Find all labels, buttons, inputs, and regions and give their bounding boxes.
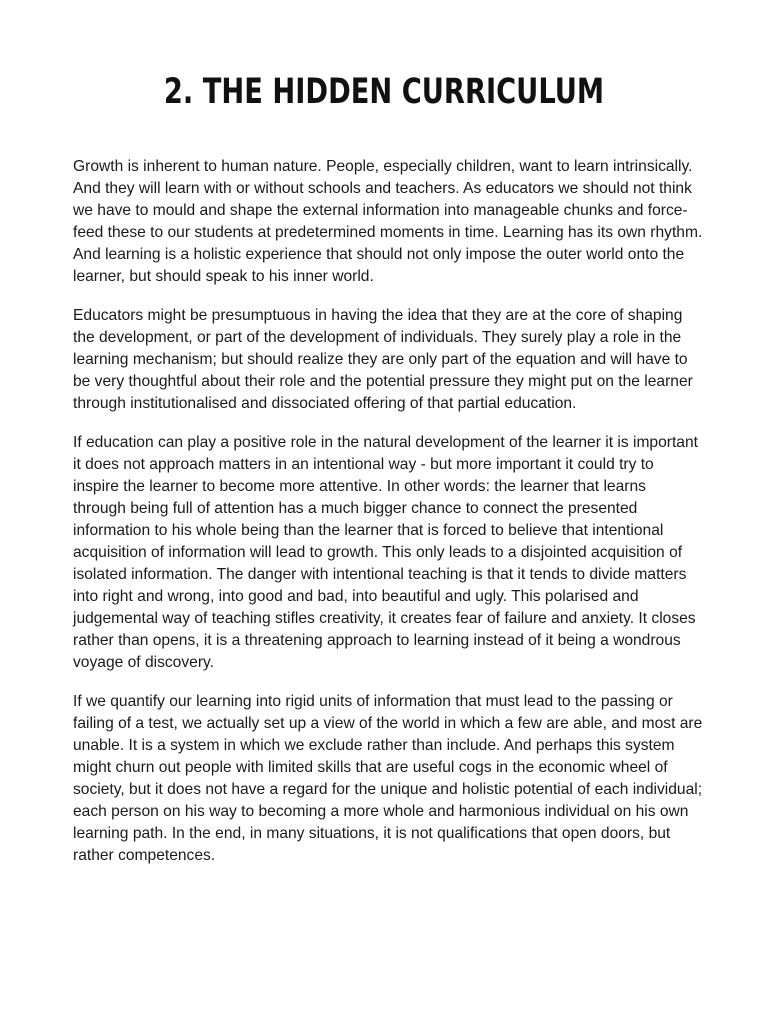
body-text xyxy=(73,156,703,884)
page-title: 2. THE HIDDEN CURRICULUM xyxy=(163,72,605,112)
paragraph-2: Educators might be presumptuous in having the idea that they are at the core of shaping the development, or part of the development of individuals. They surely play a role in the learning mechanism; but should realize they are only part of the equation and will have to be very thoughtful about their role and the potential pressure they might put on the learner through institutionalised and dissociated offering of that partial education. xyxy=(73,307,693,412)
paragraph-1: Growth is inherent to human nature. People, especially children, want to learn intrinsically. And they will learn with or without schools and teachers. As educators we should not think we have to mould and shape the external information into manageable chunks and force-feed these to our students at predetermined moments in time. Learning has its own rhythm. And learning is a holistic experience that should not only impose the outer world onto the learner, but should speak to his inner world. xyxy=(73,158,703,285)
paragraph-3: If education can play a positive role in the natural development of the learner it is important it does not approach matters in an intentional way - but more important it could try to inspire the learner to become more attentive. In other words: the learner that learns through being full of attention has a much bigger chance to connect the presented information to his whole being than the learner that is forced to believe that intentional acquisition of information will lead to growth. This only leads to a disjointed acquisition of isolated information. The danger with intentional teaching is that it tends to divide matters into right and wrong, into good and bad, into beautiful and ugly. This polarised and judgemental way of teaching stifles creativity, it creates fear of failure and anxiety. It closes rather than opens, it is a threatening approach to learning instead of it being a wondrous voyage of discovery. xyxy=(73,434,698,671)
paragraph-4: If we quantify our learning into rigid units of information that must lead to the passing or failing of a test, we actually set up a view of the world in which a few are able, and most are unable. It is a system in which we exclude rather than include. And perhaps this system might churn out people with limited skills that are useful cogs in the economic wheel of society, but it does not have a regard for the unique and holistic potential of each individual; each person on his way to becoming a more whole and harmonious individual on his own learning path. In the end, in many situations, it is not qualifications that open doors, but rather competences. xyxy=(73,693,703,864)
